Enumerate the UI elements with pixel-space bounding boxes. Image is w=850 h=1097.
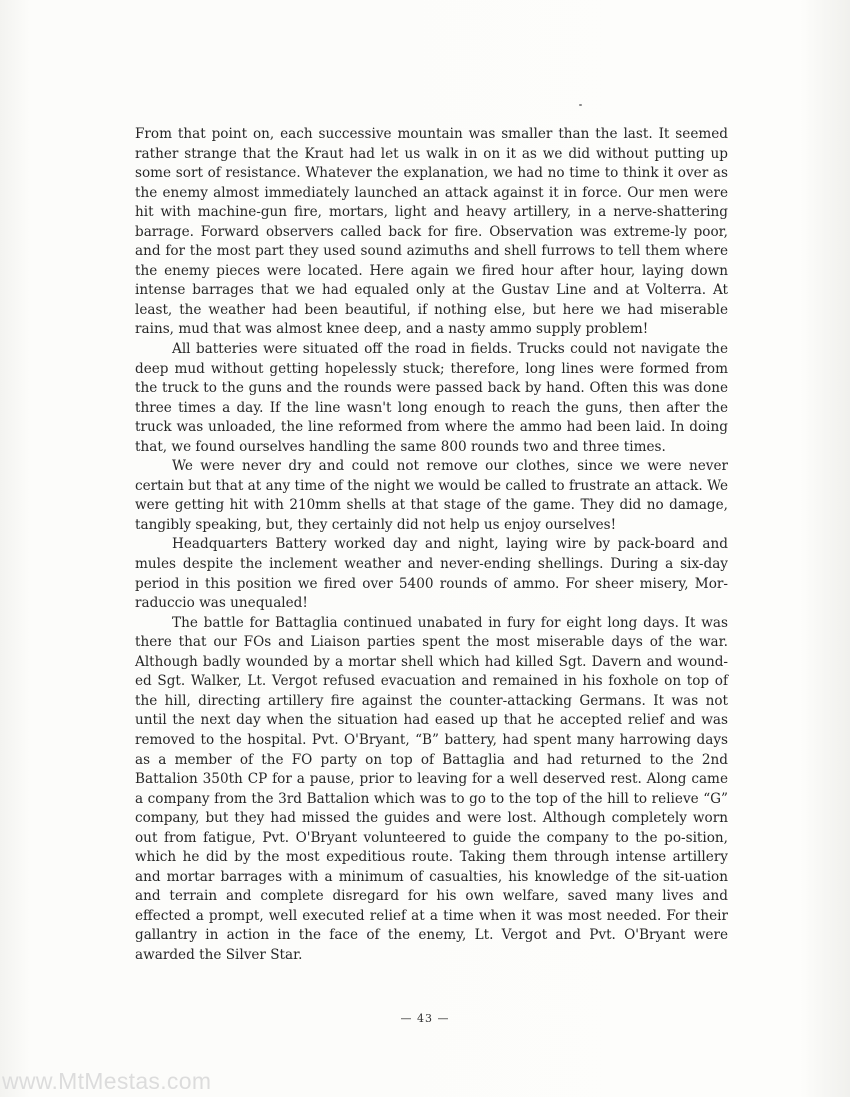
body-text — [135, 125, 728, 966]
paragraph-1: From that point on, each successive mountain was smaller than the last. It seemed rather strange that the Kraut had let us walk in on it as we did without putting up some sort of resistance. Whatever the explanation, we had no time to think it over as the enemy almost immediately launched an attack against it in force. Our men were hit with machine-gun fire, mortars, light and heavy artillery, in a nerve-shattering barrage. Forward observers called back for fire. Observation was extreme-ly poor, and for the most part they used sound azimuths and shell furrows to tell them where the enemy pieces were located. Here again we fired hour after hour, laying down intense barrages that we had equaled only at the Gustav Line and at Volterra. At least, the weather had been beautiful, if nothing else, but here we had miserable rains, mud that was almost knee deep, and a nasty ammo supply problem! — [135, 126, 728, 338]
paragraph-2: All batteries were situated off the road in fields. Trucks could not navigate the deep mud without getting hopelessly stuck; therefore, long lines were formed from the truck to the guns and the rounds were passed back by hand. Often this was done three times a day. If the line wasn't long enough to reach the guns, then after the truck was unloaded, the line reformed from where the ammo had been laid. In doing that, we found ourselves handling the same 800 rounds two and three times. — [135, 341, 728, 455]
paragraph-3: We were never dry and could not remove our clothes, since we were never certain but that at any time of the night we would be called to frustrate an attack. We were getting hit with 210mm shells at that stage of the game. They did no damage, tangibly speaking, but, they certainly did not help us enjoy ourselves! — [135, 458, 728, 533]
scan-speck — [579, 104, 582, 106]
paragraph-5: The battle for Battaglia continued unabated in fury for eight long days. It was there that our FOs and Liaison parties spent the most miserable days of the war. Although badly wounded by a mortar shell which had killed Sgt. Davern and wound-ed Sgt. Walker, Lt. Vergot refused evacuation and remained in his foxhole on top of the hill, directing artillery fire against the counter-attacking Germans. It was not until the next day when the situation had eased up that he accepted relief and was removed to the hospital. Pvt. O'Bryant, “B” battery, had spent many harrowing days as a member of the FO party on top of Battaglia and had returned to the 2nd Battalion 350th CP for a pause, prior to leaving for a well deserved rest. Along came a company from the 3rd Battalion which was to go to the top of the hill to relieve “G” company, but they had missed the guides and were lost. Although completely worn out from fatigue, Pvt. O'Bryant volunteered to guide the company to the po-sition, which he did by the most expeditious route. Taking them through intense artillery and mortar barrages with a minimum of casualties, his knowledge of the sit-uation and terrain and complete disregard for his own welfare, saved many lives and effected a prompt, well executed relief at a time when it was most needed. For their gallantry in action in the face of the enemy, Lt. Vergot and Pvt. O'Bryant were awarded the Silver Star. — [135, 614, 728, 963]
paragraph-4: Headquarters Battery worked day and night, laying wire by pack-board and mules despite the inclement weather and never-ending shellings. During a six-day period in this position we fired over 5400 rounds of ammo. For sheer misery, Mor-raduccio was unequaled! — [135, 536, 728, 612]
page-number: — 43 — — [400, 1012, 450, 1025]
watermark: www.MtMestas.com — [2, 1068, 212, 1094]
